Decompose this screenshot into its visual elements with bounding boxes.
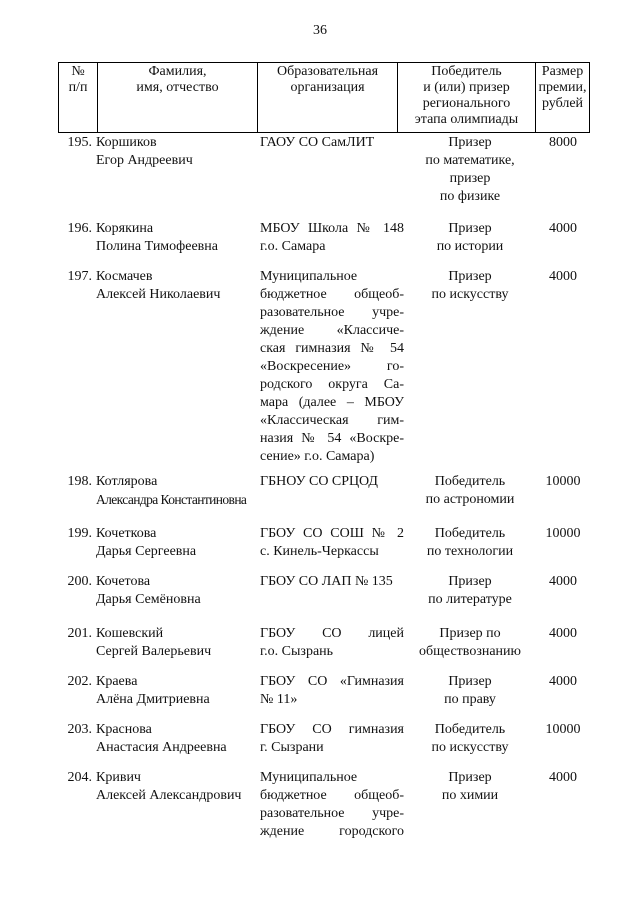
row-number: 199. [67,526,92,541]
org-line: бюджетное общеоб- [260,287,404,302]
organization [260,573,404,591]
org-line: ГБОУ СО лицей [260,626,404,641]
organization [260,134,404,152]
organization [260,525,404,561]
student-name [96,268,276,304]
row-number: 198. [67,474,92,489]
student-name [96,525,276,561]
given-names: Александра Константиновна [96,492,247,507]
org-line: разовательное учре- [260,305,404,320]
prize-amount: 8000 [549,135,577,150]
award-line: по истории [436,239,504,254]
prize-amount: 4000 [549,574,577,589]
org-line: МБОУ Школа № 148 [260,221,404,236]
award-line: Победитель [434,526,506,541]
surname: Космачев [96,269,153,284]
org-line: Муниципальное [260,269,358,284]
student-name [96,673,276,709]
award-line: обществознанию [419,644,521,659]
header-text: Размер [541,64,584,79]
given-names: Алёна Дмитриевна [96,692,210,707]
given-names: Сергей Валерьевич [96,644,212,659]
row-number: 202. [67,674,92,689]
award-line: Призер [448,674,492,689]
org-line: сение» г.о. Самара) [260,449,375,464]
org-line: ская гимназия № 54 [260,341,404,356]
prize-amount: 10000 [545,474,581,489]
org-line: ГБОУ СО ЛАП № 135 [260,574,393,589]
award [410,473,530,509]
org-line: бюджетное общеоб- [260,788,404,803]
org-line: ждение «Классиче- [260,323,404,338]
award [410,134,530,206]
prize-amount: 10000 [545,526,581,541]
header-col-name [98,62,258,132]
org-line: мара (далее – МБОУ [260,395,404,410]
student-name [96,220,276,256]
header-text: организация [290,80,365,95]
row-number: 200. [67,574,92,589]
student-name [96,134,276,170]
surname: Кошевский [96,626,164,641]
org-line: ГБОУ СО гимназия [260,722,404,737]
award-line: по математике, [425,153,515,168]
surname: Котлярова [96,474,158,489]
award-line: Призер [448,770,492,785]
prize-amount: 4000 [549,626,577,641]
award [410,268,530,304]
surname: Кочетова [96,574,151,589]
header-col-org [258,62,398,132]
student-name [96,473,276,509]
student-name [96,721,276,757]
org-line: ГБОУ СО «Гимназия [260,674,404,689]
award-line: по химии [441,788,499,803]
header-text: рублей [541,96,584,111]
award-line: Победитель [434,722,506,737]
award-line: Призер [448,574,492,589]
award-line: призер [449,171,491,186]
award [410,573,530,609]
award-line: по технологии [426,544,514,559]
row-number: 204. [67,770,92,785]
org-line: «Воскресение» го- [260,359,404,374]
header-text: Победитель [431,64,502,79]
award-line: Призер по [439,626,501,641]
award-line: по искусству [431,287,509,302]
organization [260,473,404,491]
org-line: г.о. Сызрань [260,644,334,659]
prize-amount: 4000 [549,770,577,785]
org-line: ГБНОУ СО СРЦОД [260,474,378,489]
org-line: ГАОУ СО СамЛИТ [260,135,375,150]
surname: Краснова [96,722,152,737]
organization [260,769,404,841]
row-number: 195. [67,135,92,150]
award [410,721,530,757]
header-text: имя, отчество [136,80,219,95]
header-text: № [71,64,85,79]
student-name [96,769,276,805]
given-names: Дарья Семёновна [96,592,201,607]
row-number: 197. [67,269,92,284]
student-name [96,573,276,609]
organization [260,721,404,757]
surname: Коршиков [96,135,157,150]
org-line: г. Сызрани [260,740,324,755]
award [410,769,530,805]
organization [260,220,404,256]
award-line: по астрономии [425,492,515,507]
org-line: № 11» [260,692,298,707]
prize-amount: 4000 [549,674,577,689]
org-line: назия № 54 «Воскре- [260,431,404,446]
surname: Кривич [96,770,141,785]
org-line: ждение городского [260,824,404,839]
award-line: Призер [448,221,492,236]
surname: Краева [96,674,138,689]
given-names: Анастасия Андреевна [96,740,227,755]
given-names: Алексей Николаевич [96,287,221,302]
award [410,525,530,561]
award-line: по искусству [431,740,509,755]
organization [260,625,404,661]
org-line: родского округа Са- [260,377,404,392]
organization [260,673,404,709]
given-names: Полина Тимофеевна [96,239,218,254]
org-line: г.о. Самара [260,239,326,254]
award-line: Победитель [434,474,506,489]
page-number: 36 [313,23,327,38]
row-number: 203. [67,722,92,737]
surname: Кочеткова [96,526,157,541]
org-line: с. Кинель-Черкассы [260,544,379,559]
org-line: Муниципальное [260,770,358,785]
award-line: по физике [439,189,501,204]
org-line: ГБОУ СО СОШ № 2 [260,526,404,541]
award [410,625,530,661]
award-line: Призер [448,269,492,284]
award [410,220,530,256]
award-line: Призер [448,135,492,150]
org-line: «Классическая гим- [260,413,404,428]
header-bottom-border [58,132,590,133]
row-number: 196. [67,221,92,236]
award-line: по праву [444,692,496,707]
org-line: разовательное учре- [260,806,404,821]
given-names: Алексей Александрович [96,788,242,803]
header-text: п/п [68,80,88,95]
student-name [96,625,276,661]
prize-amount: 10000 [545,722,581,737]
award-line: по литературе [428,592,512,607]
header-text: этапа олимпиады [414,112,519,127]
header-text: премии, [538,80,587,95]
surname: Корякина [96,221,154,236]
organization [260,268,404,466]
header-col-award [398,62,536,132]
given-names: Дарья Сергеевна [96,544,197,559]
header-text: Образовательная [276,64,379,79]
header-text: Фамилия, [148,64,207,79]
given-names: Егор Андреевич [96,153,193,168]
header-text: регионального [422,96,511,111]
prize-amount: 4000 [549,221,577,236]
header-col-prize [536,62,590,132]
prize-amount: 4000 [549,269,577,284]
row-number: 201. [67,626,92,641]
header-col-number [58,62,98,132]
table-header [58,62,590,132]
award [410,673,530,709]
header-text: и (или) призер [423,80,510,95]
